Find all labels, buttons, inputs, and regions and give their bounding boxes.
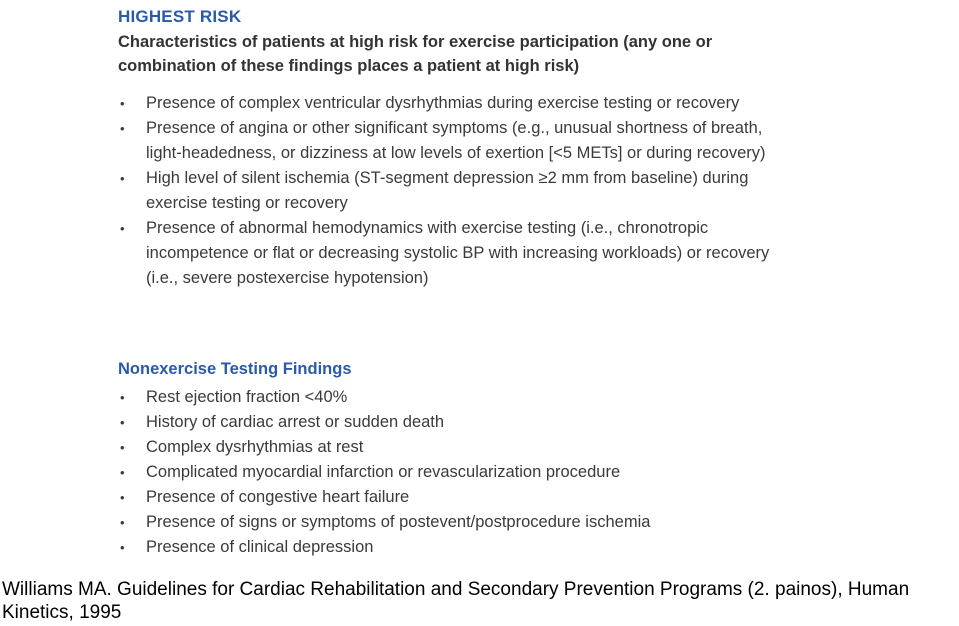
list-item-text: Presence of clinical depression <box>146 538 374 556</box>
list-item-text: High level of silent ischemia (ST-segment depression ≥2 mm from baseline) during exercise testing or recovery <box>146 169 749 212</box>
list-item-text: Presence of signs or symptoms of postevent/postprocedure ischemia <box>146 513 651 531</box>
list-item <box>118 116 778 166</box>
list-item <box>118 385 778 410</box>
list-item-text: Presence of complex ventricular dysrhythmias during exercise testing or recovery <box>146 94 740 112</box>
list-item-text: Presence of abnormal hemodynamics with exercise testing (i.e., chronotropic incompetence or flat or decreasing systolic BP with increasing workloads) or recovery (i.e., severe postexercise hypotension) <box>146 219 770 287</box>
nonexercise-findings-list <box>118 385 778 560</box>
bullet-icon: • <box>120 171 125 186</box>
bullet-icon: • <box>120 490 125 505</box>
section-heading: HIGHEST RISK <box>118 7 242 26</box>
citation-caption: Williams MA. Guidelines for Cardiac Rehabilitation and Secondary Prevention Programs (2. painos), Human Kinetics, 1995 <box>2 579 910 623</box>
intro-paragraph: Characteristics of patients at high risk for exercise participation (any one or combination of these findings places a patient at high risk) <box>118 33 713 75</box>
bullet-icon: • <box>120 415 125 430</box>
bullet-icon: • <box>120 96 125 111</box>
list-item <box>118 216 778 291</box>
list-item <box>118 166 778 216</box>
list-item-text: Complicated myocardial infarction or revascularization procedure <box>146 463 621 481</box>
list-item <box>118 510 778 535</box>
bullet-icon: • <box>120 121 125 136</box>
list-item <box>118 91 778 116</box>
bullet-icon: • <box>120 390 125 405</box>
list-item <box>118 410 778 435</box>
bullet-icon: • <box>120 221 125 236</box>
list-item-text: Complex dysrhythmias at rest <box>146 438 364 456</box>
list-item-text: Rest ejection fraction <40% <box>146 388 348 406</box>
bullet-icon: • <box>120 515 125 530</box>
bullet-icon: • <box>120 465 125 480</box>
bullet-icon: • <box>120 440 125 455</box>
bullet-icon: • <box>120 540 125 555</box>
exercise-findings-list <box>118 91 778 291</box>
list-item <box>118 485 778 510</box>
list-item <box>118 460 778 485</box>
list-item <box>118 435 778 460</box>
subsection-heading: Nonexercise Testing Findings <box>118 360 352 378</box>
list-item <box>118 535 778 560</box>
list-item-text: Presence of angina or other significant symptoms (e.g., unusual shortness of breath, light-headedness, or dizziness at low levels of exertion [<5 METs] or during recovery) <box>146 119 766 162</box>
list-item-text: Presence of congestive heart failure <box>146 488 410 506</box>
list-item-text: History of cardiac arrest or sudden death <box>146 413 445 431</box>
